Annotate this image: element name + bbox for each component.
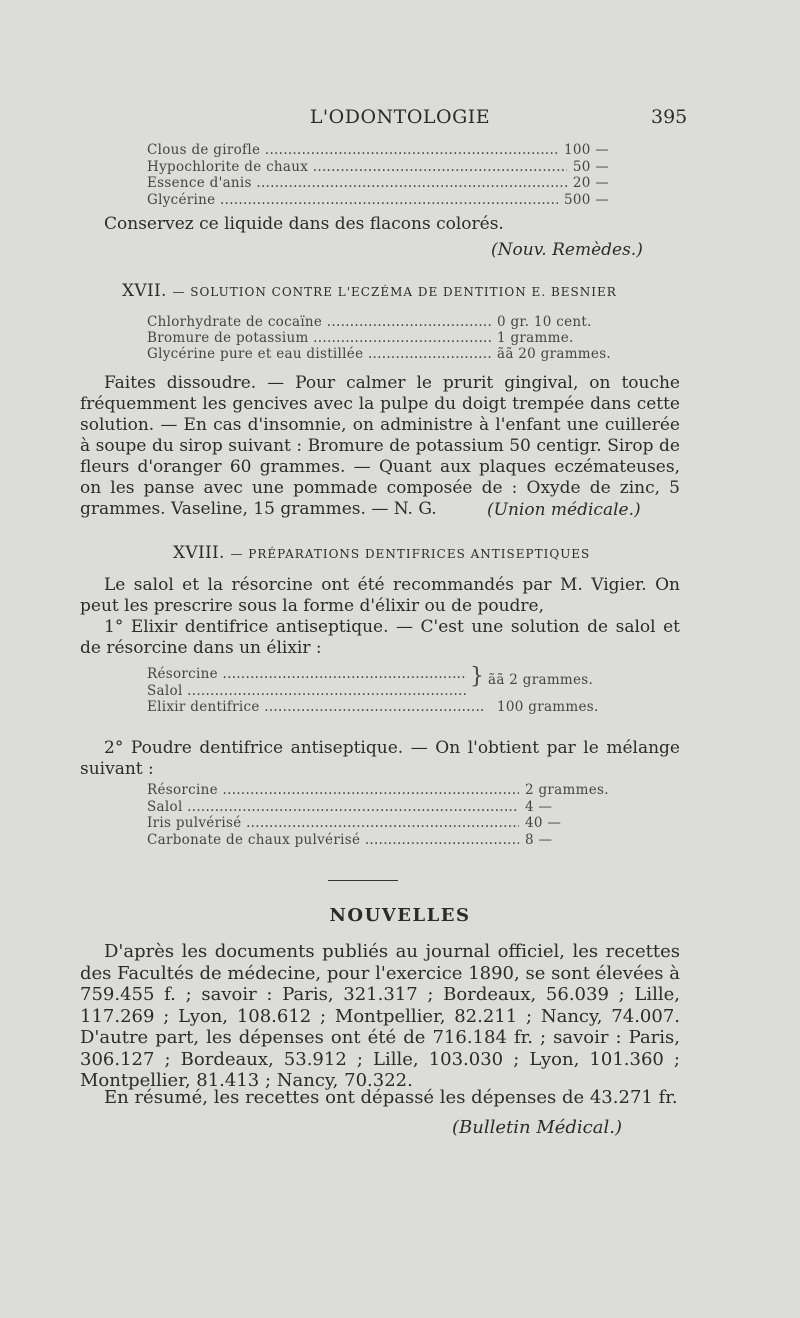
ingredient-name: Chlorhydrate de cocaïne ..... <box>147 314 491 330</box>
source-citation-1: (Nouv. Remèdes.) <box>491 240 643 260</box>
ingredient-qty: 40 — <box>525 815 562 831</box>
recipe-list-2 <box>147 314 617 362</box>
ingredient-qty: 500 — <box>563 191 609 208</box>
running-header-title: L'ODONTOLOGIE <box>309 106 491 128</box>
recipe-row <box>147 192 609 209</box>
section-title: — SOLUTION CONTRE L'ECZÉMA DE DENTITION E. BESNIER <box>172 285 617 299</box>
section-number: XVII. <box>122 281 167 301</box>
ingredient-qty: 20 — <box>572 175 609 191</box>
paragraph-poudre: 2° Poudre dentifrice antiseptique. — On l'obtient par le mélange suivant : <box>80 738 680 779</box>
ingredient-name: Salol ..... <box>147 799 519 816</box>
paragraph-conservez: Conservez ce liquide dans des flacons colorés. <box>104 214 504 234</box>
section-number: XVIII. <box>173 543 225 563</box>
ingredient-name: Iris pulvérisé ..... <box>147 815 519 832</box>
ingredient-qty: 50 — <box>572 158 609 175</box>
recipe-row <box>147 314 617 330</box>
recipe-list-1 <box>147 142 609 208</box>
ingredient-name: Salol ..... <box>147 683 467 700</box>
ingredient-name: Essence d'anis ..... <box>147 175 567 192</box>
ingredient-name: Carbonate de chaux pulvérisé ..... <box>147 832 519 849</box>
section-title: — PRÉPARATIONS DENTIFRICES ANTISEPTIQUES <box>230 547 591 561</box>
section-heading-17 <box>122 281 617 301</box>
recipe-row <box>147 175 609 192</box>
recipe-list-3-last <box>147 699 617 716</box>
paragraph-salol: Le salol et la résorcine ont été recommandés par M. Vigier. On peut les prescrire sous la forme d'élixir ou de poudre, <box>80 575 680 616</box>
recipe-row <box>147 683 467 700</box>
ingredient-qty: 1 gramme. <box>497 330 574 346</box>
ingredient-name: Bromure de potassium ..... <box>147 330 491 346</box>
recipe-row <box>147 815 615 832</box>
ingredient-name: Résorcine ..... <box>147 666 467 683</box>
recipe-row <box>147 330 617 346</box>
recipe-row <box>147 159 609 176</box>
source-citation-2: (Union médicale.) <box>487 500 641 520</box>
ingredient-name: Glycérine ..... <box>147 192 558 209</box>
recipe-list-3 <box>147 666 467 699</box>
paragraph-news-1: D'après les documents publiés au journal officiel, les recettes des Facultés de médecine, pour l'exercice 1890, se sont élevées à 759.455 f. ; savoir : Paris, 321.317 ; Bordeaux, 56.039 ; Lille, 117.269 ; Lyon, 108.612 ; Montpellier, 82.211 ; Nancy, 74.007. D'autre part, les dépenses ont été de 716.184 fr. ; savoir : Paris, 306.127 ; Bordeaux, 53.912 ; Lille, 103.030 ; Lyon, 101.360 ; Montpellier, 81.413 ; Nancy, 70.322. <box>80 941 680 1091</box>
recipe-row <box>147 832 615 849</box>
recipe-row <box>147 799 615 816</box>
ingredient-qty: 0 gr. 10 cent. <box>497 314 592 330</box>
ingredient-qty: 8 — <box>525 831 553 848</box>
section-divider <box>328 880 398 881</box>
ingredient-qty: ãã 20 grammes. <box>497 346 612 362</box>
recipe-row <box>147 782 615 799</box>
source-citation-3: (Bulletin Médical.) <box>452 1117 622 1138</box>
paragraph-elixir: 1° Elixir dentifrice antiseptique. — C'est une solution de salol et de résorcine dans un élixir : <box>80 617 680 658</box>
shared-quantity: ãã 2 grammes. <box>488 672 594 688</box>
page-number: 395 <box>651 106 688 128</box>
ingredient-name: Clous de girofle ..... <box>147 142 558 159</box>
brace: } <box>470 664 484 689</box>
recipe-row <box>147 142 609 159</box>
ingredient-qty: 4 — <box>525 798 553 815</box>
news-heading: NOUVELLES <box>329 905 471 926</box>
ingredient-name: Glycérine pure et eau distillée ..... <box>147 346 491 362</box>
recipe-row <box>147 699 617 716</box>
paragraph-faites-dissoudre: Faites dissoudre. — Pour calmer le prurit gingival, on touche fréquemment les gencives avec la pulpe du doigt trempée dans cette solution. — En cas d'insomnie, on administre à l'enfant une cuillerée à soupe du sirop suivant : Bromure de potassium 50 centigr. Sirop de fleurs d'oranger 60 grammes. — Quant aux plaques eczémateuses, on les panse avec une pommade composée de : Oxyde de zinc, 5 grammes. Vaseline, 15 grammes. — N. G. <box>80 373 680 519</box>
ingredient-name: Résorcine ..... <box>147 782 519 799</box>
ingredient-name: Hypochlorite de chaux ..... <box>147 159 567 176</box>
recipe-row <box>147 346 617 362</box>
ingredient-qty: 2 grammes. <box>525 782 609 798</box>
recipe-row <box>147 666 467 683</box>
paragraph-news-2: En résumé, les recettes ont dépassé les dépenses de 43.271 fr. <box>104 1087 678 1108</box>
recipe-list-4 <box>147 782 615 848</box>
ingredient-qty: 100 — <box>563 142 609 158</box>
ingredient-qty: 100 grammes. <box>497 699 599 715</box>
section-heading-18 <box>173 543 590 563</box>
ingredient-name: Elixir dentifrice ..... <box>147 699 485 716</box>
